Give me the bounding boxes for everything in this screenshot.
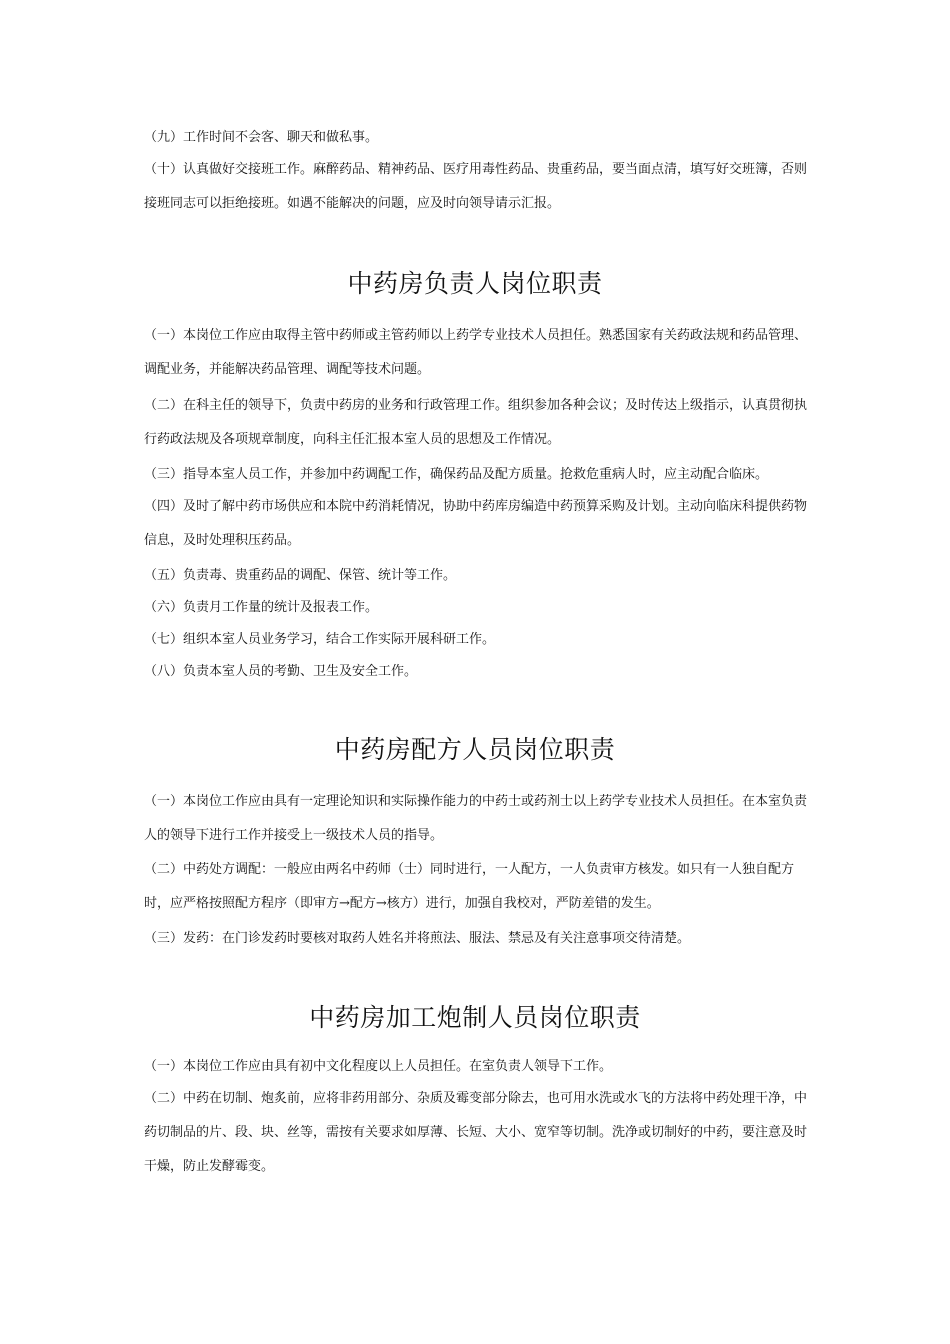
list-item: （一）本岗位工作应由取得主管中药师或主管药师以上药学专业技术人员担任。熟悉国家有关药政法规和药品管理、调配业务，并能解决药品管理、调配等技术问题。	[144, 328, 808, 377]
list-item: （四）及时了解中药市场供应和本院中药消耗情况，协助中药库房编造中药预算采购及计划。主动向临床科提供药物信息，及时处理积压药品。	[144, 499, 808, 548]
section-title-processing-staff: 中药房加工炮制人员岗位职责	[309, 1003, 641, 1032]
list-item: （二）中药在切制、炮炙前，应将非药用部分、杂质及霉变部分除去，也可用水洗或水飞的方法将中药处理干净，中药切制品的片、段、块、丝等，需按有关要求如厚薄、长短、大小、宽窄等切制。洗净或切制好的中药，要注意及时干燥，防止发酵霉变。	[144, 1091, 808, 1174]
paragraph-item-9: （九）工作时间不会客、聊天和做私事。	[144, 130, 379, 145]
list-item: （二）在科主任的领导下，负责中药房的业务和行政管理工作。组织参加各种会议；及时传达上级指示，认真贯彻执行药政法规及各项规章制度，向科主任汇报本室人员的思想及工作情况。	[144, 398, 808, 447]
list-item: （一）本岗位工作应由具有初中文化程度以上人员担任。在室负责人领导下工作。	[144, 1059, 613, 1074]
list-item: （三）指导本室人员工作，并参加中药调配工作，确保药品及配方质量。抢救危重病人时，应主动配合临床。	[144, 467, 769, 482]
list-item: （八）负责本室人员的考勤、卫生及安全工作。	[144, 664, 418, 679]
list-item: （五）负责毒、贵重药品的调配、保管、统计等工作。	[144, 568, 457, 583]
paragraph-item-10: （十）认真做好交接班工作。麻醉药品、精神药品、医疗用毒性药品、贵重药品，要当面点清，填写好交班簿，否则接班同志可以拒绝接班。如遇不能解决的问题，应及时向领导请示汇报。	[144, 162, 808, 211]
section-title-head-of-pharmacy: 中药房负责人岗位职责	[347, 269, 603, 298]
section-title-dispensing-staff: 中药房配方人员岗位职责	[334, 735, 616, 764]
list-item: （二）中药处方调配：一般应由两名中药师（士）同时进行，一人配方，一人负责审方核发。如只有一人独自配方时，应严格按照配方程序（即审方→配方→核方）进行，加强自我校对，严防差错的发生。	[144, 862, 795, 911]
list-item: （一）本岗位工作应由具有一定理论知识和实际操作能力的中药士或药剂士以上药学专业技术人员担任。在本室负责人的领导下进行工作并接受上一级技术人员的指导。	[144, 794, 808, 843]
list-item: （七）组织本室人员业务学习，结合工作实际开展科研工作。	[144, 632, 496, 647]
list-item: （六）负责月工作量的统计及报表工作。	[144, 600, 379, 615]
list-item: （三）发药：在门诊发药时要核对取药人姓名并将煎法、服法、禁忌及有关注意事项交待清楚。	[144, 931, 691, 946]
